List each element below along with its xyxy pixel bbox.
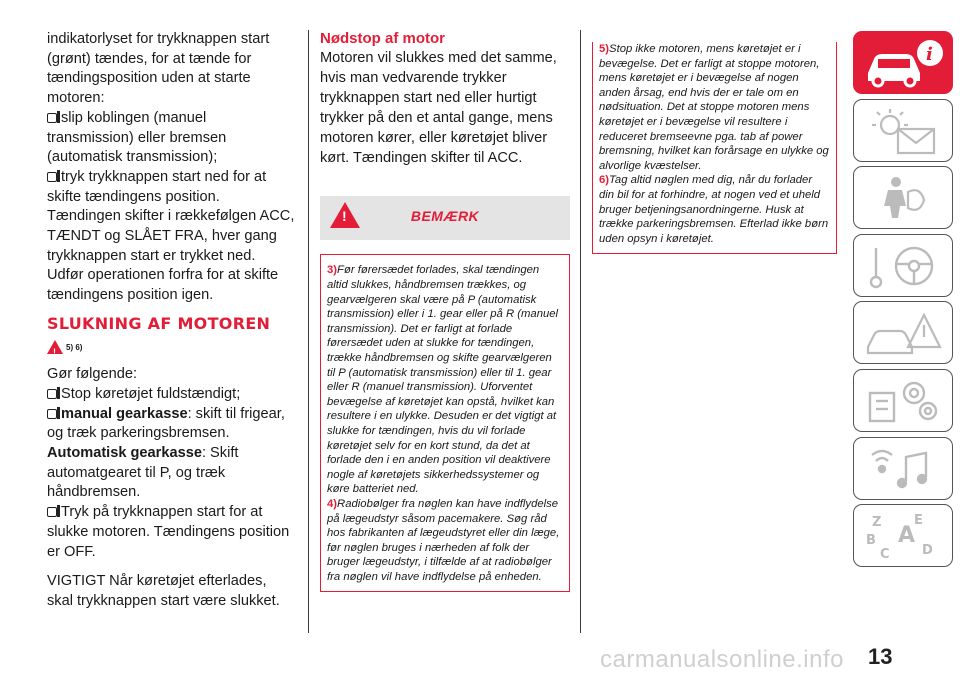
note-box-continued	[592, 42, 837, 254]
chapter-tabs	[853, 31, 953, 572]
tab-service[interactable]	[853, 369, 953, 432]
warning-triangle-icon: !	[47, 340, 63, 354]
warning-reference: ! 5) 6)	[47, 338, 295, 358]
column-left	[47, 30, 295, 612]
bullet-icon	[47, 172, 57, 182]
svg-text:C: C	[880, 547, 890, 563]
column-divider	[308, 30, 309, 633]
important-note: VIGTIGT Når køretøjet efterlades, skal trykknappen start være slukket.	[47, 573, 280, 609]
tab-car-info[interactable]	[853, 31, 953, 94]
note-item: 3)Før førersædet forlades, skal tændingen altid slukkes, håndbremsen trækkes, og gearvælgeren skal være på P (automatisk transmission) eller i 1. gear eller på R (manuel transmission). Det er farligt at forlade førersædet uden at slukke for tændingen, trække håndbremsen og skifte gearvælgeren til P (automatisk transmission) eller til 1. gear eller R (manuel transmission). Uforventet bevægelse af køretøjet kan opstå, hvilket kan resultere i en ulykke. Desuden er det vigtigt at slukke for tændingen, hvis du vil forlade køretøjet selv for en kort stund, da det at forlade den i en anden position vil deaktivere nogle af køretøjets sikkerhedssystemer og køre batteriet ned.	[327, 264, 559, 496]
index-letters-icon	[862, 510, 946, 562]
bullet-icon	[47, 507, 57, 517]
bullet-icon	[47, 113, 57, 123]
svg-text:i: i	[926, 44, 933, 65]
svg-text:D: D	[922, 543, 933, 559]
note-item: 4)Radiobølger fra nøglen kan have indflydelse på lægeudstyr såsom pacemakere. Søg råd hos fabrikanten af lægeudstyret eller din læge, før nøglen bruges i nærheden af folk der bruger lægeudstyr, i tilfælde af at radiobølger fra nøglen vil have indflydelse på enheden.	[327, 497, 560, 583]
column-divider	[580, 30, 581, 633]
note-item: 6)Tag altid nøglen med dig, når du forlader din bil for at forhindre, at nogen ved et uheld bruger betjeningsanordningerne. Husk at trække parkeringsbremsen. Efterlad ikke børn uden opsyn i køretøjet.	[599, 174, 829, 245]
subsection-heading: Nødstop af motor	[320, 30, 445, 47]
svg-text:Z: Z	[872, 515, 882, 531]
bullet-item: slip koblingen (manuel transmission) eller bremsen (automatisk transmission);	[47, 109, 227, 166]
steering-key-icon	[862, 240, 946, 292]
bullet-item: tryk trykknappen start ned for at skifte tændingens position. Tændingen skifter i rækkefølgen ACC, TÆNDT og SLÅET FRA, hver gang trykknappen start er trykket ned. Udfør operationen forfra for at skifte tændingens position igen.	[47, 168, 295, 304]
warning-lights-icon	[862, 105, 946, 157]
svg-text:B: B	[866, 533, 876, 549]
tab-multimedia[interactable]	[853, 437, 953, 500]
automatic-gearbox-text: Automatisk gearkasse: Skift automatgearet til P, og træk håndbremsen.	[47, 445, 239, 501]
tab-safety[interactable]	[853, 166, 953, 229]
note-header	[320, 196, 570, 240]
paragraph-ignition: indikatorlyset for trykknappen start (grønt) tændes, for at tænde for tændingsposition uden at starte motoren:	[47, 31, 270, 107]
svg-text:A: A	[898, 523, 916, 549]
bullet-icon	[47, 409, 57, 419]
column-middle	[320, 30, 570, 592]
svg-text:E: E	[914, 513, 923, 529]
page-number: 13	[868, 644, 893, 669]
emergency-stop-text: Motoren vil slukkes med det samme, hvis man vedvarende trykker trykknappen start ned eller hurtigt trykker på den et antal gange, mens motoren kører, eller køretøjet bliver kørt. Tændingen skifter til ACC.	[320, 50, 557, 166]
tab-warning-lights[interactable]	[853, 99, 953, 162]
tab-index[interactable]	[853, 504, 953, 567]
note-item: 5)Stop ikke motoren, mens køretøjet er i bevægelse. Det er farligt at stoppe motoren, mens køretøjet er i bevægelse af nogen anden årsag, end hvis der er tale om en nødsituation. Det at stoppe motoren mens køretøjet er i bevægelse vil resultere i reduceret bremseevne pga. tab af power bremsning, hvilket kan forårsage en ulykke og alvorlige kvæstelser.	[599, 43, 829, 172]
note-box	[320, 254, 570, 591]
car-info-icon	[862, 37, 946, 89]
tab-emergency[interactable]	[853, 301, 953, 364]
safety-airbag-icon	[862, 172, 946, 224]
bullet-icon	[47, 389, 57, 399]
tab-starting-driving[interactable]	[853, 234, 953, 297]
bullet-item: manual gearkasse: skift til frigear, og træk parkeringsbremsen.	[47, 405, 285, 442]
watermark: carmanualsonline.info	[600, 646, 844, 673]
service-tools-icon	[862, 375, 946, 427]
column-right	[592, 30, 837, 254]
intro-text: Gør følgende:	[47, 366, 138, 383]
section-heading: SLUKNING AF MOTOREN	[47, 313, 271, 333]
bullet-item: Tryk på trykknappen start for at slukke motoren. Tændingens position er OFF.	[47, 504, 290, 560]
emergency-icon	[862, 307, 946, 359]
note-title: BEMÆRK	[410, 208, 480, 225]
multimedia-icon	[862, 443, 946, 495]
bullet-item: Stop køretøjet fuldstændigt;	[47, 385, 295, 405]
warning-triangle-icon: !	[330, 202, 360, 228]
